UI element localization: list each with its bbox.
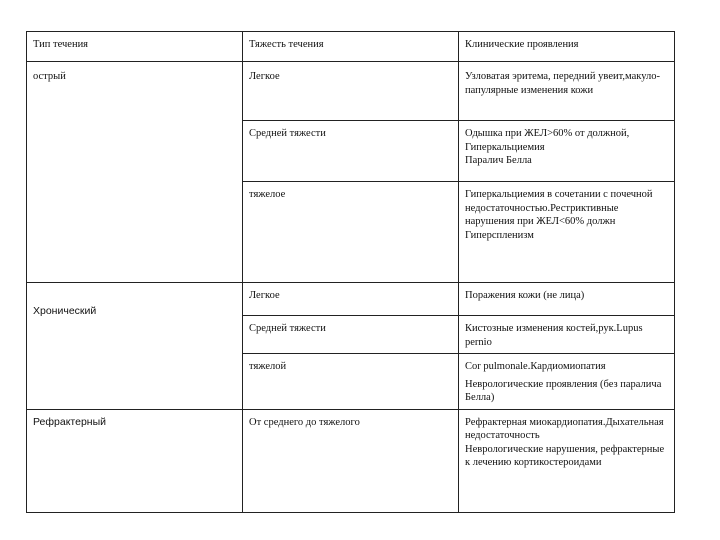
manifestation-text: Гиперспленизм: [465, 229, 534, 241]
course-type-acute: острый: [27, 62, 243, 283]
severity-cell: Легкое: [243, 62, 459, 121]
manifestations-cell: [459, 182, 675, 283]
severity-cell: От среднего до тяжелого: [243, 409, 459, 512]
header-manifestations: Клинические проявления: [459, 32, 675, 62]
severity-cell: тяжелой: [243, 354, 459, 410]
manifestation-text: Гиперкальциемия в сочетании с почечной недостаточностью.Рестриктивные нарушения при ЖЕЛ<60% должн: [465, 189, 653, 227]
manifestation-text: Неврологические проявления (без паралича Белла): [465, 378, 662, 403]
table-row: [27, 409, 675, 512]
severity-cell: Средней тяжести: [243, 121, 459, 182]
manifestation-text: Одышка при ЖЕЛ>60% от должной,: [465, 128, 630, 139]
manifestation-text: Узловатая эритема, передний увеит,макуло-папулярные изменения кожи: [465, 71, 660, 96]
header-course-type: Тип течения: [27, 32, 243, 62]
manifestations-cell: [459, 121, 675, 182]
table-row: [27, 62, 675, 121]
manifestation-text: Паралич Белла: [465, 155, 532, 166]
header-severity: Тяжесть течения: [243, 32, 459, 62]
course-type-chronic: Хронический: [27, 283, 243, 410]
course-type-refractory: Рефрактерный: [27, 409, 243, 512]
manifestations-cell: [459, 354, 675, 410]
manifestation-text: Неврологические нарушения, рефрактерные к лечению кортикостероидами: [465, 443, 665, 468]
manifestations-cell: [459, 409, 675, 512]
manifestation-text: Поражения кожи (не лица): [465, 290, 585, 301]
manifestations-cell: [459, 316, 675, 354]
severity-cell: тяжелое: [243, 182, 459, 283]
manifestations-cell: [459, 62, 675, 121]
manifestation-text: Кистозные изменения костей,рук.Lupus pernio: [465, 323, 643, 348]
sarcoidosis-classification-table: [26, 31, 675, 513]
severity-cell: Средней тяжести: [243, 316, 459, 354]
manifestation-text: Cor pulmonale.Кардиомиопатия: [465, 361, 606, 372]
manifestation-text: Гиперкальциемия: [465, 141, 545, 153]
header-row: [27, 32, 675, 62]
manifestation-text: Рефрактерная миокардиопатия.Дыхательная недостаточность: [465, 416, 664, 441]
table-row: [27, 283, 675, 316]
severity-cell: Легкое: [243, 283, 459, 316]
manifestations-cell: [459, 283, 675, 316]
